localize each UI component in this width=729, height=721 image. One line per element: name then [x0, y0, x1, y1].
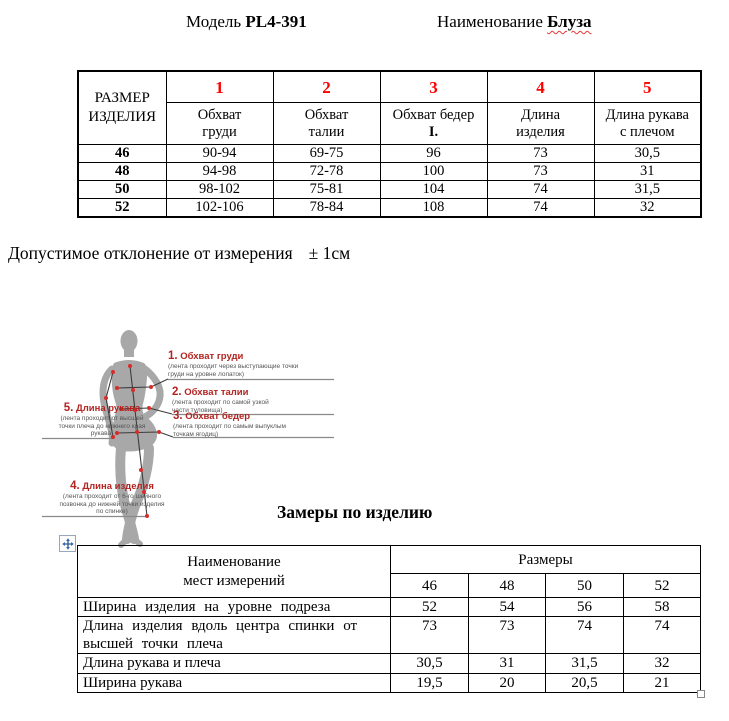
size-col-header: 48 [469, 574, 546, 598]
value-cell: 20 [469, 674, 546, 693]
value-cell: 31,5 [594, 181, 701, 199]
size-cell: 52 [78, 199, 166, 218]
value-cell: 58 [624, 598, 701, 617]
value-cell: 73 [469, 617, 546, 654]
value-cell: 104 [380, 181, 487, 199]
value-cell: 78-84 [273, 199, 380, 218]
table-row [78, 181, 701, 199]
sizes-header: Размеры [391, 546, 701, 574]
table-row [78, 617, 701, 654]
table-row [78, 199, 701, 218]
value-cell: 69-75 [273, 145, 380, 163]
name-heading [437, 12, 592, 32]
value-cell: 108 [380, 199, 487, 218]
col-header: Длина изделия [487, 103, 594, 145]
figure-annotation-hips: 3. Обхват бедер (лента проходит по самым выпуклым точкам ягодиц) [173, 410, 286, 438]
model-label: Модель [186, 12, 242, 31]
size-cell: 46 [78, 145, 166, 163]
value-cell: 31 [469, 654, 546, 674]
move-arrows-icon [62, 538, 74, 550]
col-number: 4 [487, 71, 594, 103]
col-header: Обхват талии [273, 103, 380, 145]
name-label: Наименование [437, 12, 543, 31]
size-col-header: 52 [624, 574, 701, 598]
size-table-label-row [78, 103, 701, 145]
size-table [77, 70, 702, 218]
value-cell: 21 [624, 674, 701, 693]
model-heading [186, 12, 307, 32]
value-cell: 98-102 [166, 181, 273, 199]
value-cell: 74 [487, 181, 594, 199]
value-cell: 31 [594, 163, 701, 181]
col-number: 5 [594, 71, 701, 103]
value-cell: 52 [391, 598, 469, 617]
model-value: PL4-391 [245, 12, 307, 31]
value-cell: 74 [546, 617, 624, 654]
col-header: Обхват бедер I. [380, 103, 487, 145]
size-col-header: 50 [546, 574, 624, 598]
name-value: Блуза [547, 12, 592, 31]
table-row [78, 163, 701, 181]
value-cell: 90-94 [166, 145, 273, 163]
col-number: 2 [273, 71, 380, 103]
size-table-corner-header: РАЗМЕР ИЗДЕЛИЯ [78, 71, 166, 145]
measures-title: Замеры по изделию [277, 502, 433, 522]
value-cell: 73 [487, 145, 594, 163]
measure-name-cell: Длина изделия вдоль центра спинки от высшей точки плеча [78, 617, 391, 654]
value-cell: 73 [391, 617, 469, 654]
value-cell: 100 [380, 163, 487, 181]
value-cell: 30,5 [391, 654, 469, 674]
table-resize-handle[interactable] [697, 690, 705, 698]
table-row [78, 674, 701, 693]
measure-name-cell: Длина рукава и плеча [78, 654, 391, 674]
value-cell: 20,5 [546, 674, 624, 693]
value-cell: 96 [380, 145, 487, 163]
size-cell: 50 [78, 181, 166, 199]
name-column-header: Наименование мест измерений [78, 546, 391, 598]
col-number: 3 [380, 71, 487, 103]
col-header: Длина рукава с плечом [594, 103, 701, 145]
value-cell: 32 [624, 654, 701, 674]
table-row [78, 654, 701, 674]
figure-annotation-chest: 1. Обхват груди (лента проходит через выступающие точки груди на уровне лопаток) [168, 350, 299, 378]
value-cell: 54 [469, 598, 546, 617]
measure-name-cell: Ширина изделия на уровне подреза [78, 598, 391, 617]
value-cell: 72-78 [273, 163, 380, 181]
value-cell: 32 [594, 199, 701, 218]
figure-annotation-waist: 2. Обхват талии (лента проходит по самой узкой части туловища) [172, 386, 269, 414]
col-number: 1 [166, 71, 273, 103]
table-row [78, 598, 701, 617]
value-cell: 31,5 [546, 654, 624, 674]
value-cell: 30,5 [594, 145, 701, 163]
value-cell: 94-98 [166, 163, 273, 181]
size-cell: 48 [78, 163, 166, 181]
value-cell: 56 [546, 598, 624, 617]
size-table-number-row [78, 71, 701, 103]
value-cell: 73 [487, 163, 594, 181]
tolerance-value: ± 1см [308, 243, 351, 263]
size-col-header: 46 [391, 574, 469, 598]
tolerance-note: Допустимое отклонение от измерения ± 1см [8, 243, 351, 263]
figure-annotation-sleeve: 5. Длина рукава (лента проходит от высшей точки плеча до нижнего края рукава) [58, 402, 146, 438]
value-cell: 74 [487, 199, 594, 218]
measure-table-header-row [78, 546, 701, 574]
figure-annotation-length: 4. Длина изделия (лента проходит от 6-го шейного позвонка до нижней точки изделия по спинке) [59, 480, 165, 516]
value-cell: 19,5 [391, 674, 469, 693]
measure-table [77, 545, 701, 693]
measure-name-cell: Ширина рукава [78, 674, 391, 693]
value-cell: 75-81 [273, 181, 380, 199]
value-cell: 102-106 [166, 199, 273, 218]
table-row [78, 145, 701, 163]
col-header: Обхват груди [166, 103, 273, 145]
value-cell: 74 [624, 617, 701, 654]
table-move-handle[interactable] [59, 535, 76, 552]
